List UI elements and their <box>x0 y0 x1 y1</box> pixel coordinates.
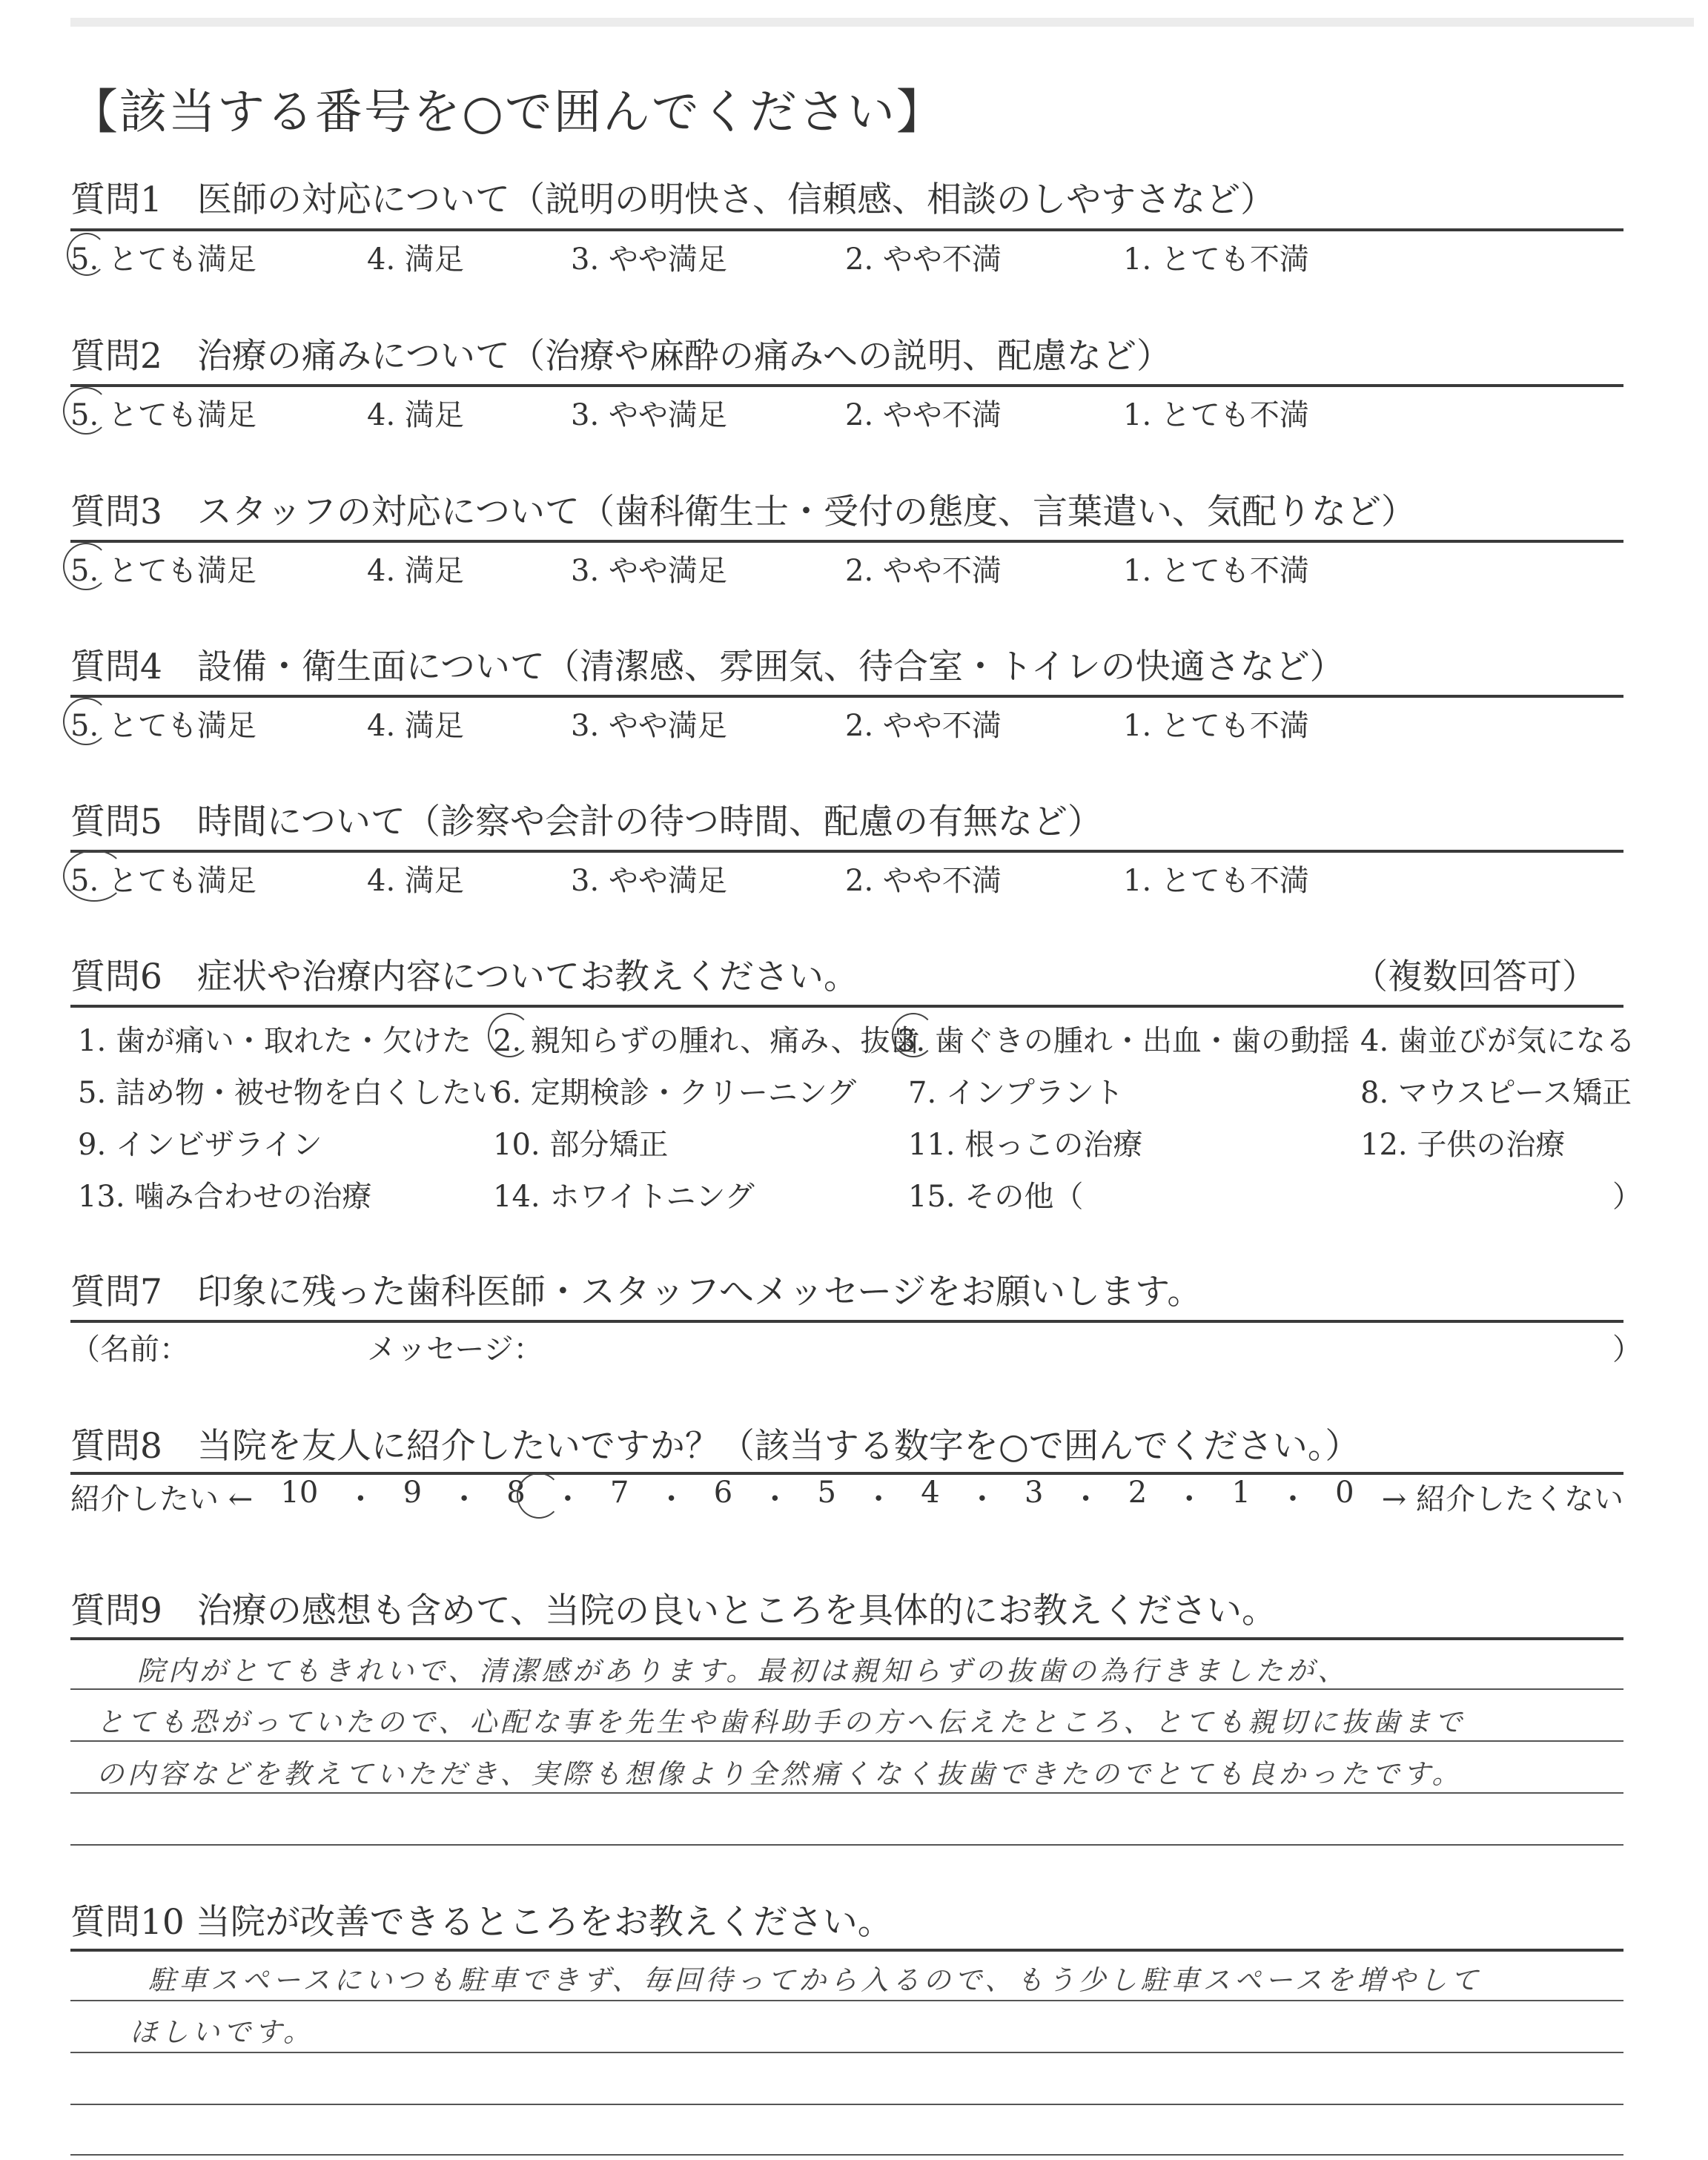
question-rule <box>70 540 1623 543</box>
symptom-option[interactable]: 3. 歯ぐきの腫れ・出血・歯の動揺 <box>897 1024 1350 1058</box>
scale-dot: ・ <box>1070 1482 1101 1516</box>
rating-option-3[interactable]: 3. やや満足 <box>571 709 727 743</box>
question-title: 質問8 当院を友人に紹介したいですか？（該当する数字を○で囲んでください。） <box>70 1426 1360 1467</box>
rating-option-1[interactable]: 1. とても不満 <box>1123 554 1309 588</box>
answer-line <box>70 1688 1623 1690</box>
question-title: 質問1 医師の対応について（説明の明快さ、信頼感、相談のしやすさなど） <box>70 179 1276 220</box>
question-rule <box>70 850 1623 853</box>
question-rule <box>70 1005 1623 1008</box>
scale-3[interactable]: 3 <box>1024 1476 1044 1510</box>
symptom-option[interactable]: 14. ホワイトニング <box>493 1180 755 1214</box>
multiple-answers-note: （複数回答可） <box>1353 957 1597 997</box>
selected-mark <box>517 1473 561 1519</box>
scale-dot: ・ <box>1278 1482 1308 1516</box>
selected-mark <box>892 1013 935 1057</box>
answer-line <box>70 2104 1623 2105</box>
question-rule <box>70 1637 1623 1640</box>
rating-option-1[interactable]: 1. とても不満 <box>1123 242 1309 277</box>
other-close-paren: ） <box>1612 1180 1642 1214</box>
message-close-paren: ） <box>1612 1332 1642 1367</box>
scale-10[interactable]: 10 <box>280 1476 319 1510</box>
rating-option-4[interactable]: 4. 満足 <box>367 242 464 277</box>
scale-6[interactable]: 6 <box>713 1476 733 1510</box>
rating-option-2[interactable]: 2. やや不満 <box>845 554 1002 588</box>
symptom-option[interactable]: 15. その他（ <box>908 1180 1084 1214</box>
page-heading: 【該当する番号を○で囲んでください】 <box>70 85 945 140</box>
question-title: 質問3 スタッフの対応について（歯科衛生士・受付の態度、言葉遣い、気配りなど） <box>70 492 1416 532</box>
question-rule <box>70 228 1623 231</box>
scale-8[interactable]: 8 <box>506 1476 526 1510</box>
answer-line <box>70 1792 1623 1794</box>
symptom-option[interactable]: 9. インビザライン <box>78 1128 322 1162</box>
rating-option-5[interactable]: 5. とても満足 <box>70 554 256 588</box>
symptom-option[interactable]: 8. マウスピース矯正 <box>1360 1076 1632 1110</box>
symptom-option[interactable]: 7. インプラント <box>908 1076 1124 1110</box>
rating-option-4[interactable]: 4. 満足 <box>367 554 464 588</box>
rating-option-4[interactable]: 4. 満足 <box>367 709 464 743</box>
recommend-left-label: 紹介したい ← <box>70 1482 254 1516</box>
recommend-scale <box>70 1476 1623 1518</box>
rating-option-2[interactable]: 2. やや不満 <box>845 242 1002 277</box>
scale-7[interactable]: 7 <box>610 1476 629 1510</box>
rating-option-4[interactable]: 4. 満足 <box>367 864 464 898</box>
handwritten-line: ほしいです。 <box>130 2016 315 2048</box>
selected-mark <box>63 543 109 590</box>
selected-mark <box>63 387 109 435</box>
symptom-option[interactable]: 11. 根っこの治療 <box>908 1128 1143 1162</box>
recommend-right-label: → 紹介したくない <box>1381 1482 1623 1516</box>
rating-option-5[interactable]: 5. とても満足 <box>70 709 256 743</box>
symptom-option[interactable]: 6. 定期検診・クリーニング <box>493 1076 857 1110</box>
rating-option-2[interactable]: 2. やや不満 <box>845 398 1002 432</box>
question-rule <box>70 1949 1623 1952</box>
symptom-option[interactable]: 2. 親知らずの腫れ、痛み、抜歯 <box>493 1024 920 1058</box>
scale-dot: ・ <box>656 1482 686 1516</box>
scale-dot: ・ <box>864 1482 894 1516</box>
question-title: 質問9 治療の感想も含めて、当院の良いところを具体的にお教えください。 <box>70 1591 1277 1631</box>
symptom-option[interactable]: 13. 噛み合わせの治療 <box>78 1180 372 1214</box>
scale-dot: ・ <box>967 1482 997 1516</box>
answer-line <box>70 2052 1623 2053</box>
selected-mark <box>63 850 125 902</box>
question-title: 質問7 印象に残った歯科医師・スタッフへメッセージをお願いします。 <box>70 1272 1202 1312</box>
scale-dot: ・ <box>552 1482 583 1516</box>
rating-option-1[interactable]: 1. とても不満 <box>1123 398 1309 432</box>
answer-line <box>70 1740 1623 1742</box>
answer-line <box>70 2000 1623 2001</box>
symptom-option[interactable]: 5. 詰め物・被せ物を白くしたい <box>78 1076 501 1110</box>
question-rule <box>70 1320 1623 1323</box>
rating-option-2[interactable]: 2. やや不満 <box>845 864 1002 898</box>
answer-line <box>70 2154 1623 2156</box>
question-title: 質問5 時間について（診察や会計の待つ時間、配慮の有無など） <box>70 802 1102 842</box>
scale-4[interactable]: 4 <box>921 1476 940 1510</box>
scale-0[interactable]: 0 <box>1335 1476 1354 1510</box>
rating-option-5[interactable]: 5. とても満足 <box>70 398 256 432</box>
symptom-option[interactable]: 4. 歯並びが気になる <box>1360 1024 1635 1058</box>
question-rule <box>70 695 1623 698</box>
scale-9[interactable]: 9 <box>403 1476 423 1510</box>
rating-option-4[interactable]: 4. 満足 <box>367 398 464 432</box>
symptom-option[interactable]: 1. 歯が痛い・取れた・欠けた <box>78 1024 471 1058</box>
handwritten-line: の内容などを教えていただき、実際も想像より全然痛くなく抜歯できたのでとても良かったです。 <box>96 1758 1463 1790</box>
question-title: 質問6 症状や治療内容についてお教えください。 <box>70 957 858 997</box>
rating-option-5[interactable]: 5. とても満足 <box>70 864 256 898</box>
question-rule <box>70 384 1623 387</box>
rating-option-3[interactable]: 3. やや満足 <box>571 242 727 277</box>
message-label: メッセージ： <box>367 1332 543 1367</box>
question-title: 質問10 当院が改善できるところをお教えください。 <box>70 1902 893 1943</box>
symptom-option[interactable]: 10. 部分矯正 <box>493 1128 669 1162</box>
rating-option-1[interactable]: 1. とても不満 <box>1123 864 1309 898</box>
rating-option-2[interactable]: 2. やや不満 <box>845 709 1002 743</box>
selected-mark <box>488 1013 531 1057</box>
question-rule <box>70 1472 1623 1475</box>
scale-1[interactable]: 1 <box>1231 1476 1251 1510</box>
handwritten-line: 院内がとてもきれいで、清潔感があります。最初は親知らずの抜歯の為行きましたが、 <box>137 1655 1349 1687</box>
question-title: 質問2 治療の痛みについて（治療や麻酔の痛みへの説明、配慮など） <box>70 336 1172 377</box>
scale-dot: ・ <box>760 1482 790 1516</box>
rating-option-3[interactable]: 3. やや満足 <box>571 398 727 432</box>
scale-dot: ・ <box>1174 1482 1205 1516</box>
scale-dot: ・ <box>345 1482 376 1516</box>
name-label: （名前： <box>70 1332 189 1367</box>
rating-option-5[interactable]: 5. とても満足 <box>70 242 256 277</box>
handwritten-line: とても恐がっていたので、心配な事を先生や歯科助手の方へ伝えたところ、とても親切に抜歯まで <box>96 1706 1466 1738</box>
question-title: 質問4 設備・衛生面について（清潔感、雰囲気、待合室・トイレの快適さなど） <box>70 647 1345 687</box>
handwritten-line: 駐車スペースにいつも駐車できず、毎回待ってから入るので、もう少し駐車スペースを増やして <box>148 1964 1482 1996</box>
answer-line <box>70 1844 1623 1846</box>
scale-5[interactable]: 5 <box>817 1476 836 1510</box>
scale-2[interactable]: 2 <box>1128 1476 1148 1510</box>
rating-option-3[interactable]: 3. やや満足 <box>571 554 727 588</box>
symptom-option[interactable]: 12. 子供の治療 <box>1360 1128 1566 1162</box>
scale-dot: ・ <box>449 1482 480 1516</box>
selected-mark <box>67 233 107 276</box>
rating-option-3[interactable]: 3. やや満足 <box>571 864 727 898</box>
rating-option-1[interactable]: 1. とても不満 <box>1123 709 1309 743</box>
scan-top-edge <box>70 18 1694 27</box>
selected-mark <box>63 698 109 745</box>
